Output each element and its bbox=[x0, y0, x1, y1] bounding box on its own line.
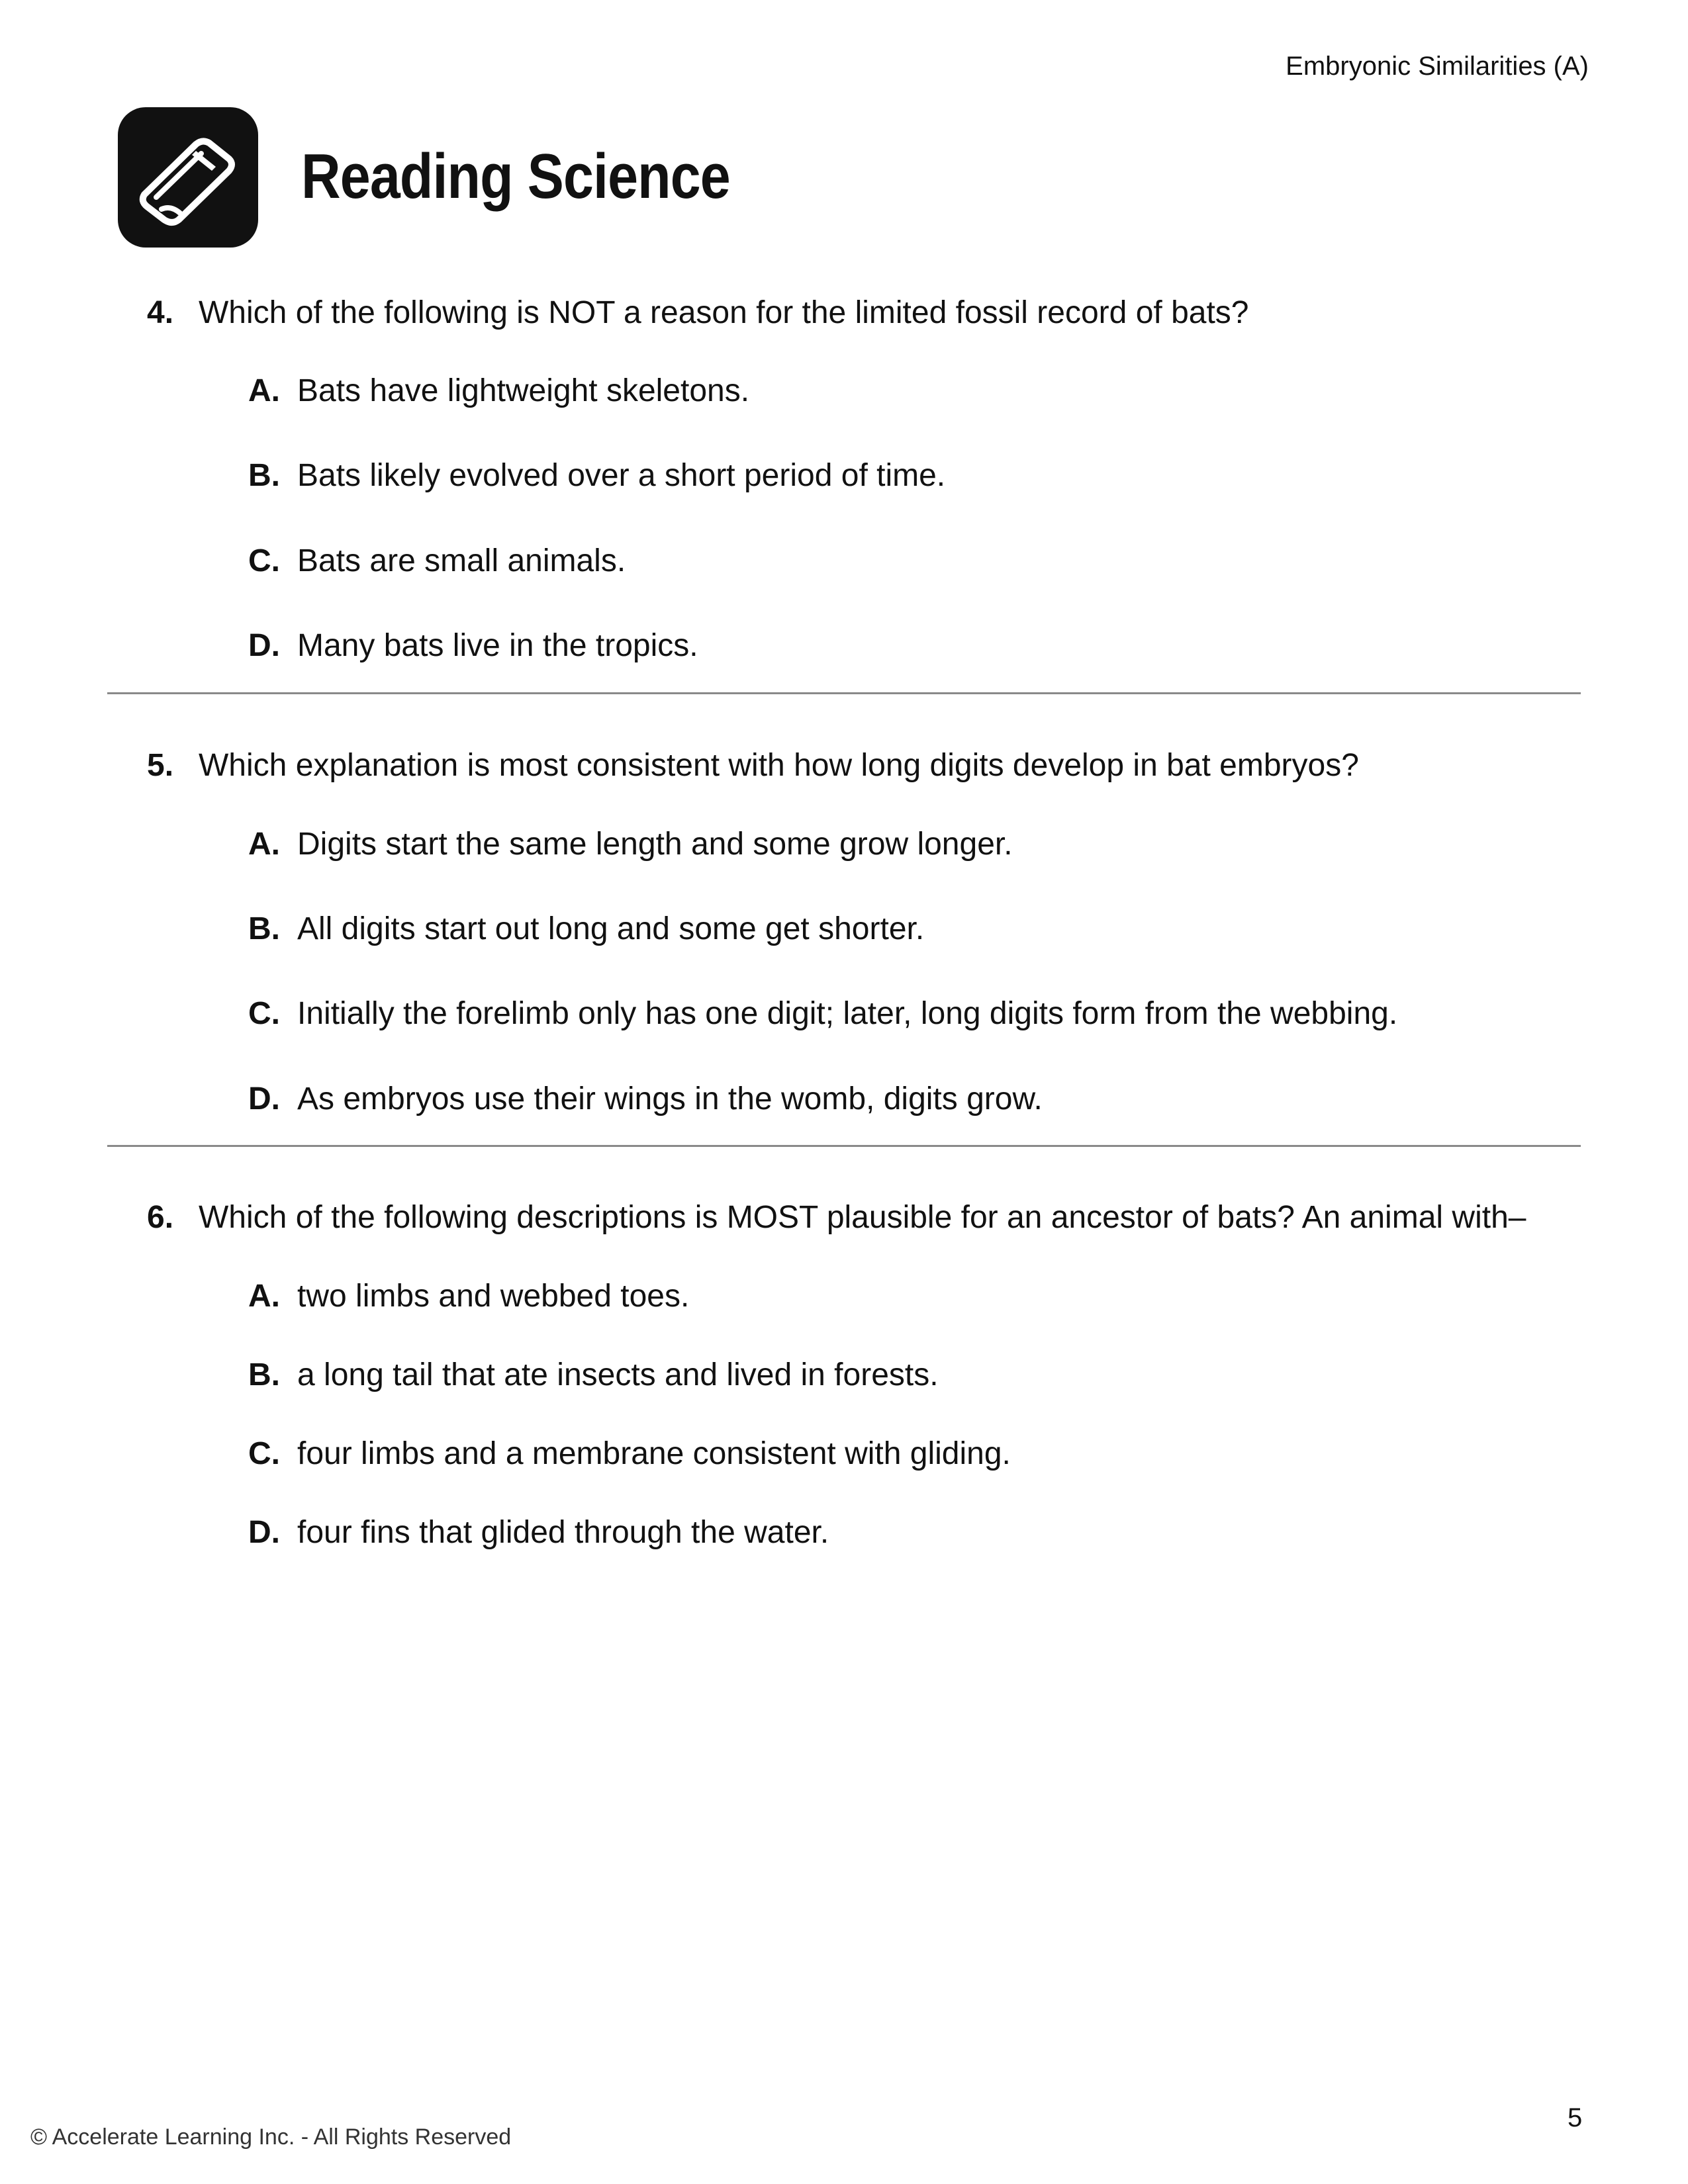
option-letter: C. bbox=[248, 543, 280, 578]
worksheet-subtitle: Embryonic Similarities (A) bbox=[1286, 52, 1589, 81]
question-number: 5. bbox=[147, 748, 174, 783]
option-text: Digits start the same length and some grow longer. bbox=[297, 827, 1013, 862]
option-text: Initially the forelimb only has one digit; later, long digits form from the webbing. bbox=[297, 996, 1398, 1031]
question-text: Which of the following descriptions is MOST plausible for an ancestor of bats? An animal with– bbox=[199, 1200, 1526, 1235]
q6-option-b[interactable] bbox=[248, 1357, 939, 1393]
question-text: Which of the following is NOT a reason for the limited fossil record of bats? bbox=[199, 295, 1249, 330]
q6-option-c[interactable] bbox=[248, 1435, 1011, 1472]
option-letter: A. bbox=[248, 1279, 280, 1314]
q4-option-d[interactable] bbox=[248, 627, 698, 664]
option-text: As embryos use their wings in the womb, digits grow. bbox=[297, 1081, 1043, 1116]
question-number: 4. bbox=[147, 295, 174, 330]
question-5-stem bbox=[147, 747, 1359, 784]
option-letter: C. bbox=[248, 996, 280, 1031]
option-letter: D. bbox=[248, 1515, 280, 1550]
section-title: Reading Science bbox=[301, 141, 730, 212]
option-text: Bats are small animals. bbox=[297, 543, 626, 578]
page-number: 5 bbox=[1568, 2103, 1583, 2132]
option-text: four fins that glided through the water. bbox=[297, 1515, 829, 1550]
q5-option-d[interactable] bbox=[248, 1081, 1043, 1117]
option-letter: A. bbox=[248, 827, 280, 862]
option-text: two limbs and webbed toes. bbox=[297, 1279, 690, 1314]
option-text: Bats have lightweight skeletons. bbox=[297, 373, 750, 408]
section-divider bbox=[107, 1145, 1581, 1147]
section-divider bbox=[107, 692, 1581, 694]
option-letter: C. bbox=[248, 1436, 280, 1471]
question-4-stem bbox=[147, 295, 1248, 331]
q5-option-a[interactable] bbox=[248, 826, 1013, 862]
option-letter: D. bbox=[248, 628, 280, 663]
q4-option-b[interactable] bbox=[248, 457, 945, 494]
question-6-stem bbox=[147, 1199, 1526, 1236]
q6-option-a[interactable] bbox=[248, 1278, 689, 1314]
copyright-notice: © Accelerate Learning Inc. - All Rights Reserved bbox=[30, 2124, 512, 2150]
q5-option-b[interactable] bbox=[248, 911, 924, 947]
option-text: four limbs and a membrane consistent with gliding. bbox=[297, 1436, 1011, 1471]
question-number: 6. bbox=[147, 1200, 174, 1235]
book-icon bbox=[118, 107, 258, 248]
option-letter: A. bbox=[248, 373, 280, 408]
q4-option-c[interactable] bbox=[248, 543, 626, 579]
question-text: Which explanation is most consistent with how long digits develop in bat embryos? bbox=[199, 748, 1359, 783]
q6-option-d[interactable] bbox=[248, 1514, 829, 1551]
option-letter: D. bbox=[248, 1081, 280, 1116]
option-text: All digits start out long and some get shorter. bbox=[297, 911, 925, 946]
option-letter: B. bbox=[248, 1357, 280, 1392]
option-text: Bats likely evolved over a short period of time. bbox=[297, 458, 946, 493]
q5-option-c[interactable] bbox=[248, 995, 1397, 1032]
option-letter: B. bbox=[248, 458, 280, 493]
option-letter: B. bbox=[248, 911, 280, 946]
option-text: Many bats live in the tropics. bbox=[297, 628, 698, 663]
q4-option-a[interactable] bbox=[248, 373, 749, 409]
option-text: a long tail that ate insects and lived in forests. bbox=[297, 1357, 939, 1392]
